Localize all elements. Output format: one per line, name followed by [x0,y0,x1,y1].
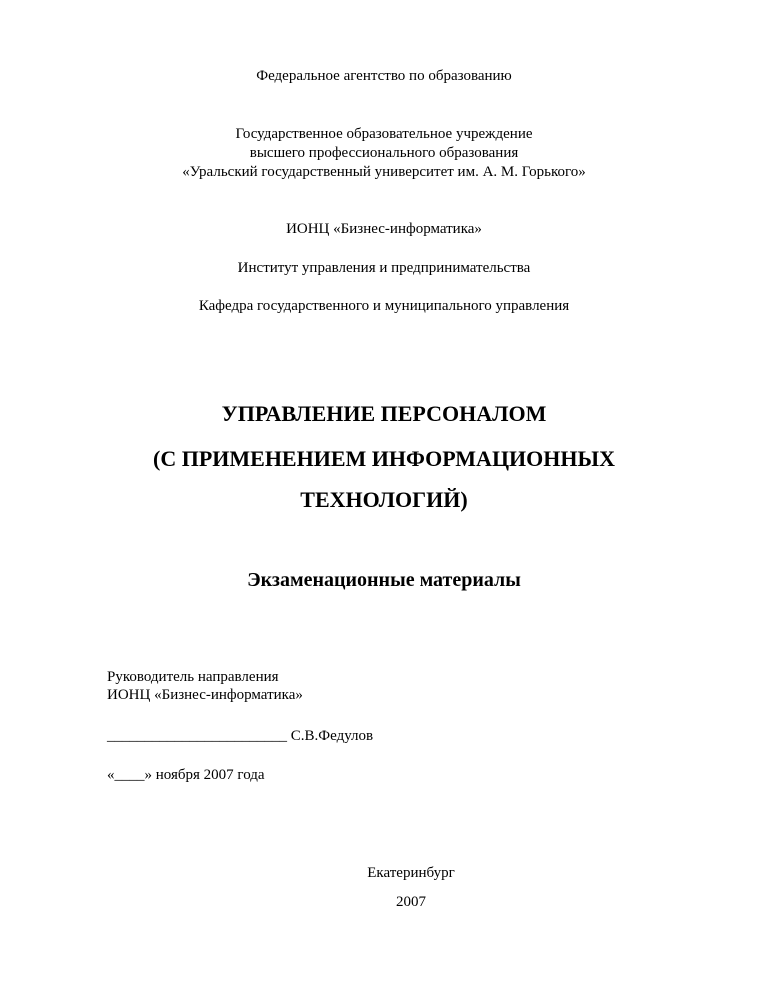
department-name: Кафедра государственного и муниципального управления [198,298,570,314]
institution-line-1: Государственное образовательное учреждение [235,126,533,142]
institution-line-2: высшего профессионального образования [249,145,519,161]
approver-role-line-2: ИОНЦ «Бизнес-информатика» [107,687,303,703]
approver-role-line-1: Руководитель направления [107,669,279,685]
city-name: Екатеринбург [367,865,455,881]
agency-name: Федеральное агентство по образованию [256,68,512,84]
title-line-1: УПРАВЛЕНИЕ ПЕРСОНАЛОМ [221,401,547,426]
document-subtitle: Экзаменационные материалы [247,569,521,591]
institute-name: Институт управления и предпринимательства [237,260,531,276]
title-line-3: ТЕХНОЛОГИЙ) [300,487,468,512]
institution-line-3: «Уральский государственный университет им. А. М. Горького» [182,164,586,180]
signature-line: ________________________ С.В.Федулов [107,728,374,744]
center-name: ИОНЦ «Бизнес-информатика» [286,221,482,237]
title-line-2: (С ПРИМЕНЕНИЕМ ИНФОРМАЦИОННЫХ [153,446,615,471]
approval-date: «____» ноября 2007 года [107,767,265,783]
publication-year: 2007 [396,894,426,910]
